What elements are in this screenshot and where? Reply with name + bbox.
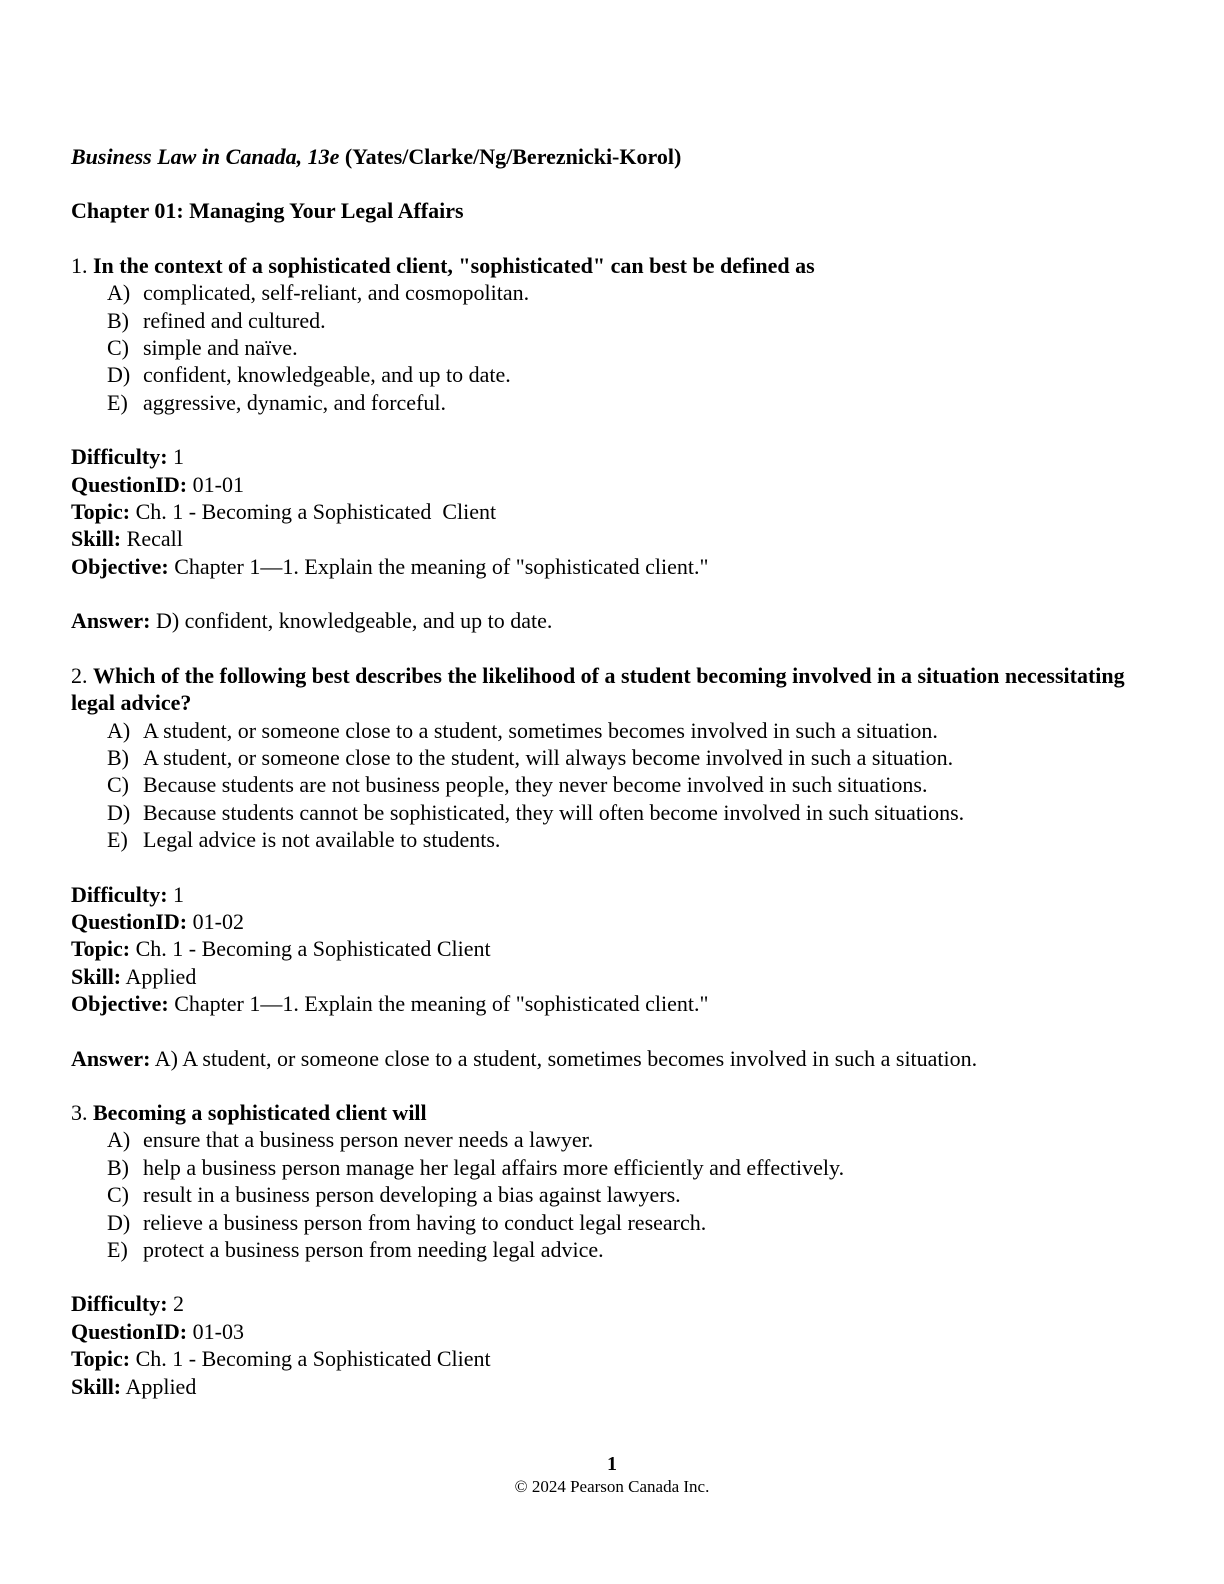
question-text: In the context of a sophisticated client, "sophisticated" can best be defined as <box>93 252 815 278</box>
question-metadata <box>71 881 1161 1018</box>
option-letter: D) <box>107 362 131 388</box>
option-letter: A) <box>107 1127 131 1153</box>
option-text: aggressive, dynamic, and forceful. <box>143 389 446 415</box>
question-text: Becoming a sophisticated client will <box>93 1099 427 1125</box>
topic-value: Ch. 1 - Becoming a Sophisticated Client <box>135 936 491 962</box>
option-item <box>107 1236 1161 1263</box>
objective-value: Chapter 1—1. Explain the meaning of "sophisticated client." <box>174 991 709 1017</box>
option-letter: C) <box>107 772 129 798</box>
skill-label: Skill: <box>71 963 122 989</box>
document-page <box>71 143 1161 1400</box>
topic-label: Topic: <box>71 1346 131 1372</box>
skill-value: Applied <box>125 963 197 989</box>
option-letter: C) <box>107 335 129 361</box>
topic-value: Ch. 1 - Becoming a Sophisticated Client <box>135 499 497 525</box>
option-letter: D) <box>107 1209 131 1235</box>
difficulty-line <box>71 881 1161 908</box>
objective-line <box>71 990 1161 1017</box>
option-item <box>107 307 1161 334</box>
question-2 <box>71 662 1161 1072</box>
option-item <box>107 717 1161 744</box>
questionid-value: 01-03 <box>192 1318 244 1344</box>
topic-line <box>71 1345 1161 1372</box>
option-item <box>107 744 1161 771</box>
question-metadata <box>71 1290 1161 1400</box>
option-item <box>107 389 1161 416</box>
question-text: Which of the following best describes the likelihood of a student becoming involved in a situation necessitating legal advice? <box>71 662 1125 716</box>
option-item <box>107 279 1161 306</box>
answer-value: D) confident, knowledgeable, and up to date. <box>155 608 553 634</box>
option-text: ensure that a business person never needs a lawyer. <box>143 1127 594 1153</box>
option-text: simple and naïve. <box>143 335 298 361</box>
questionid-value: 01-02 <box>192 908 244 934</box>
option-letter: B) <box>107 307 129 333</box>
questionid-label: QuestionID: <box>71 1318 188 1344</box>
skill-line <box>71 1373 1161 1400</box>
topic-value: Ch. 1 - Becoming a Sophisticated Client <box>135 1346 491 1372</box>
objective-label: Objective: <box>71 553 169 579</box>
difficulty-value: 2 <box>173 1291 185 1317</box>
topic-label: Topic: <box>71 936 131 962</box>
questionid-label: QuestionID: <box>71 471 188 497</box>
questionid-value: 01-01 <box>192 471 244 497</box>
option-item <box>107 799 1161 826</box>
skill-line <box>71 525 1161 552</box>
answer-options <box>71 279 1161 416</box>
question-3 <box>71 1099 1161 1400</box>
answer-label: Answer: <box>71 608 151 634</box>
book-title <box>71 143 1161 170</box>
questionid-line <box>71 471 1161 498</box>
option-text: Because students are not business people, they never become involved in such situations. <box>143 772 928 798</box>
option-letter: A) <box>107 280 131 306</box>
option-letter: B) <box>107 1154 129 1180</box>
difficulty-line <box>71 1290 1161 1317</box>
question-stem <box>71 252 1161 279</box>
option-text: refined and cultured. <box>143 307 326 333</box>
skill-line <box>71 963 1161 990</box>
questionid-line <box>71 1318 1161 1345</box>
answer-line <box>71 607 1161 634</box>
book-title-text: Business Law in Canada, 13e <box>71 144 340 169</box>
difficulty-label: Difficulty: <box>71 1291 168 1317</box>
objective-label: Objective: <box>71 991 169 1017</box>
page-footer <box>0 1452 1224 1498</box>
option-item <box>107 1209 1161 1236</box>
option-letter: B) <box>107 744 129 770</box>
skill-value: Recall <box>126 526 183 552</box>
question-1 <box>71 252 1161 635</box>
option-item <box>107 1154 1161 1181</box>
difficulty-value: 1 <box>173 881 185 907</box>
question-metadata <box>71 443 1161 580</box>
option-text: relieve a business person from having to conduct legal research. <box>143 1209 707 1235</box>
option-item <box>107 334 1161 361</box>
option-letter: A) <box>107 717 131 743</box>
answer-options <box>71 1126 1161 1263</box>
skill-label: Skill: <box>71 526 122 552</box>
page-number: 1 <box>607 1453 617 1475</box>
topic-label: Topic: <box>71 499 131 525</box>
difficulty-line <box>71 443 1161 470</box>
option-item <box>107 771 1161 798</box>
book-authors: (Yates/Clarke/Ng/Bereznicki-Korol) <box>344 144 682 169</box>
objective-value: Chapter 1—1. Explain the meaning of "sophisticated client." <box>174 553 709 579</box>
skill-value: Applied <box>125 1373 197 1399</box>
option-item <box>107 1126 1161 1153</box>
option-text: protect a business person from needing legal advice. <box>143 1237 604 1262</box>
option-text: Legal advice is not available to students. <box>143 827 501 853</box>
questionid-label: QuestionID: <box>71 908 188 934</box>
option-text: A student, or someone close to a student, sometimes becomes involved in such a situation. <box>143 717 938 743</box>
skill-label: Skill: <box>71 1373 122 1399</box>
option-text: result in a business person developing a bias against lawyers. <box>143 1182 681 1208</box>
option-item <box>107 1181 1161 1208</box>
option-text: complicated, self-reliant, and cosmopolitan. <box>143 280 530 306</box>
question-stem <box>71 662 1161 717</box>
chapter-title: Chapter 01: Managing Your Legal Affairs <box>71 198 464 224</box>
answer-line <box>71 1045 1161 1072</box>
question-stem <box>71 1099 1161 1126</box>
question-number: 2. <box>71 662 88 688</box>
option-letter: D) <box>107 799 131 825</box>
option-item <box>107 361 1161 388</box>
answer-value: A) A student, or someone close to a student, sometimes becomes involved in such a situation. <box>154 1045 978 1071</box>
topic-line <box>71 935 1161 962</box>
option-letter: C) <box>107 1182 129 1208</box>
copyright-notice: © 2024 Pearson Canada Inc. <box>514 1477 710 1496</box>
questionid-line <box>71 908 1161 935</box>
option-letter: E) <box>107 1237 128 1262</box>
topic-line <box>71 498 1161 525</box>
question-number: 3. <box>71 1099 88 1125</box>
question-number: 1. <box>71 252 88 278</box>
option-letter: E) <box>107 827 128 853</box>
option-text: confident, knowledgeable, and up to date. <box>143 362 511 388</box>
objective-line <box>71 553 1161 580</box>
option-letter: E) <box>107 389 128 415</box>
difficulty-label: Difficulty: <box>71 881 168 907</box>
option-text: help a business person manage her legal affairs more efficiently and effectively. <box>143 1154 845 1180</box>
option-text: A student, or someone close to the student, will always become involved in such a situation. <box>143 744 954 770</box>
option-text: Because students cannot be sophisticated, they will often become involved in such situations. <box>143 799 965 825</box>
difficulty-value: 1 <box>173 444 185 470</box>
difficulty-label: Difficulty: <box>71 444 168 470</box>
option-item <box>107 826 1161 853</box>
answer-label: Answer: <box>71 1045 151 1071</box>
answer-options <box>71 717 1161 854</box>
